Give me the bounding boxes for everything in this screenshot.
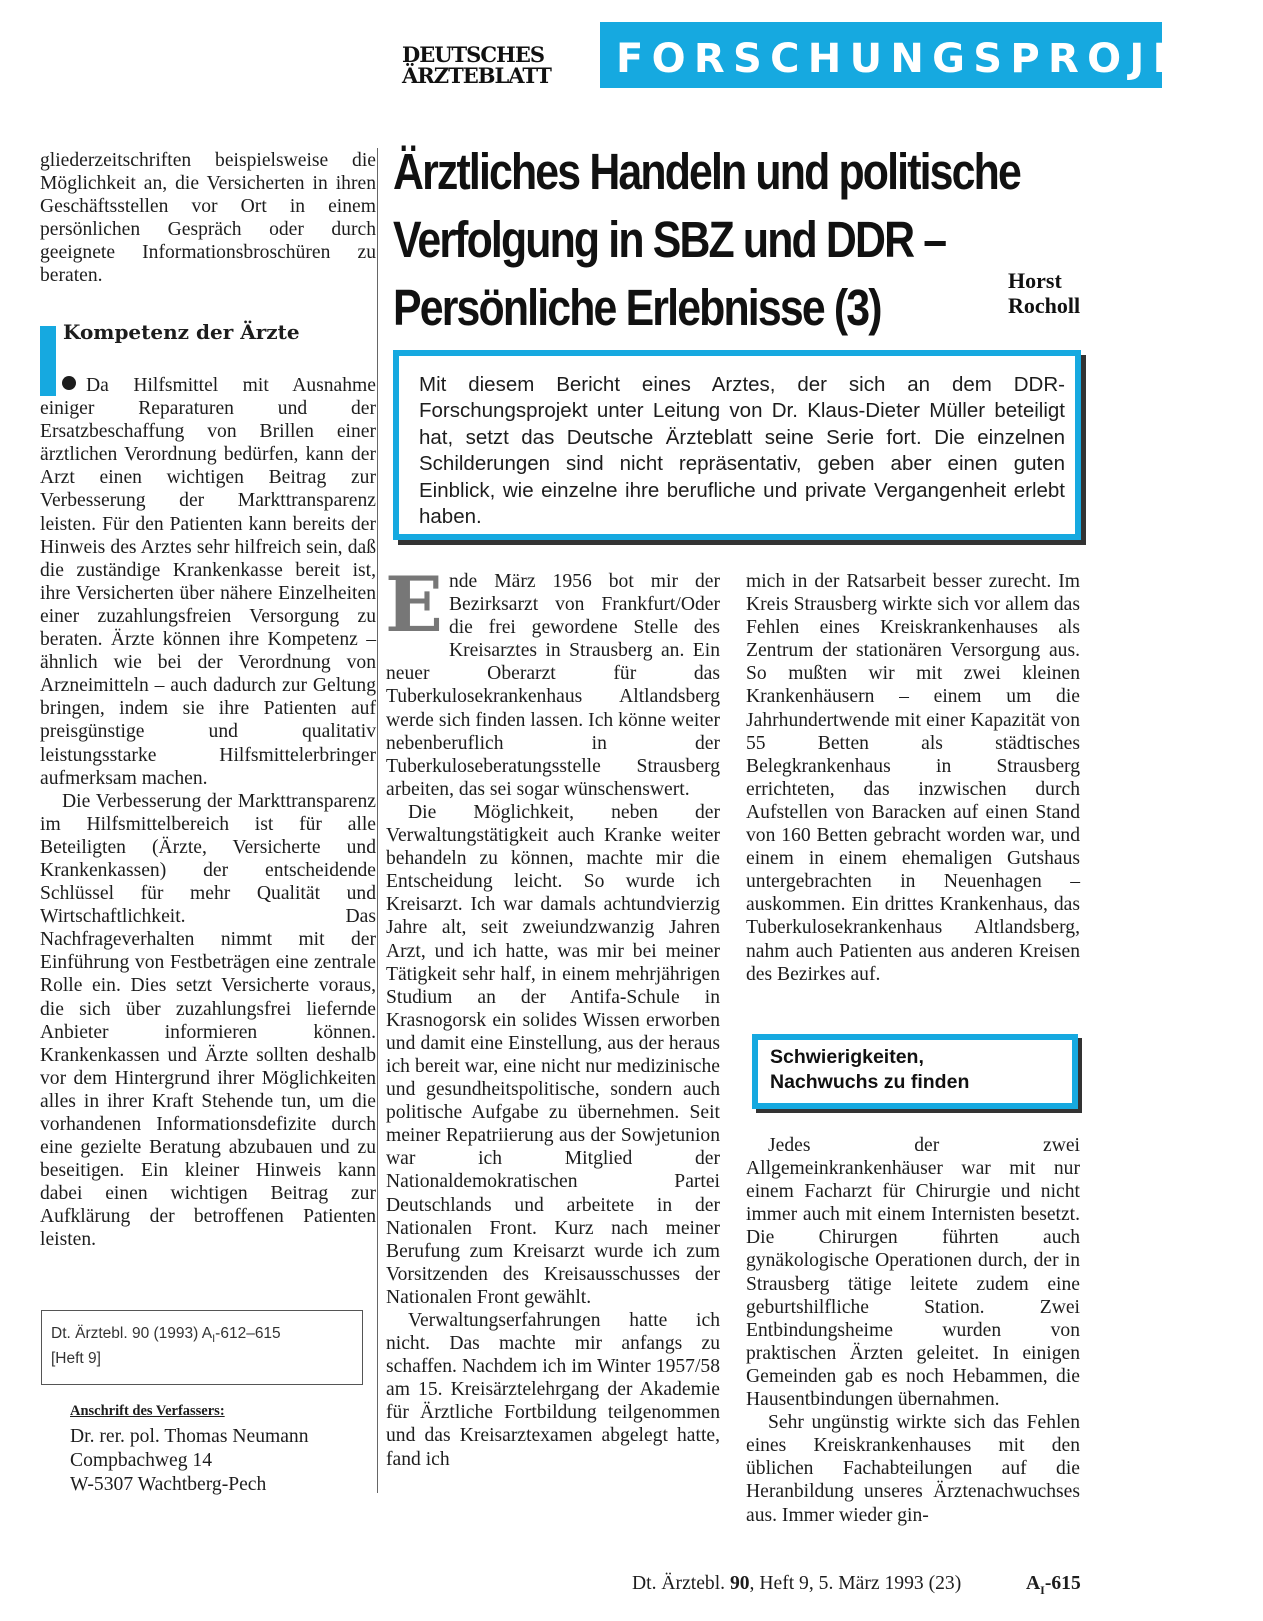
address-street: Compbachweg 14 [70, 1450, 213, 1471]
article-intro-box [393, 350, 1081, 540]
drop-cap: E [385, 560, 443, 649]
citation-suffix: -612–615 [215, 1325, 281, 1342]
left-paragraph-1 [40, 374, 376, 790]
masthead-line1: DEUTSCHES [402, 42, 545, 67]
article-paragraph-5: Jedes der zwei Allgemeinkrankenhäuser war mit nur einem Facharzt für Chirurgie und nicht immer auch mit einem Internisten besetzt. Die Chirurgen führten auch gynäkologische Operationen durch, der in Strausberg tätige leitete zudem eine geburtshilfliche Station. Zwei Entbindungsheime wurden von praktischen Ärzten geleitet. In einigen Gemeinden gab es noch Hebammen, die Hausentbindungen übernahmen. [746, 1135, 1080, 1411]
article-column-right-lower [746, 1134, 1080, 1527]
left-section-heading: Kompetenz der Ärzte [63, 320, 300, 344]
left-column-body [40, 374, 376, 1252]
title-line-2: Verfolgung in SBZ und DDR – [393, 211, 946, 268]
article-paragraph-2: Die Möglichkeit, neben der Verwaltungstätigkeit auch Kranke weiter behandeln zu können, machte mir die Entscheidung leicht. So wurde ich Kreisarzt. Ich war damals achtundvierzig Jahre alt, seit zweiundzwanzig Jahren Arzt, und ich hatte, was mir bei meiner Tätigkeit sehr half, in einem mehrjährigen Studium an der Antifa-Schule in Krasnogorsk ein solides Wissen erworben und damit eine Einstellung, aus der heraus ich bereit war, eine nicht nur medizinische und gesundheitspolitische, sondern auch politische Aufgabe zu übernehmen. Seit meiner Repatriierung aus der Sowjetunion war ich Mitglied der Nationaldemokratischen Partei Deutschlands und arbeitete in der Nationalen Front. Kurz nach meiner Berufung zum Kreisarzt wurde ich zum Vorsitzenden des Kreisausschusses der Nationalen Front gewählt. [386, 801, 720, 1308]
subheading-line-1: Schwierigkeiten, [770, 1046, 924, 1068]
masthead-line2: ÄRZTEBLATT [402, 63, 551, 88]
left-column-intro [40, 149, 376, 288]
citation-line-1 [51, 1324, 353, 1349]
title-line-3: Persönliche Erlebnisse (3) [393, 279, 881, 336]
bullet-icon [62, 376, 76, 390]
article-column-middle [385, 560, 720, 1471]
article-author [1008, 268, 1080, 318]
masthead-logo [402, 44, 592, 86]
footer-issue: , Heft 9, 5. März 1993 (23) [749, 1573, 962, 1594]
citation-box [41, 1310, 363, 1385]
citation-line-2: [Heft 9] [51, 1350, 101, 1368]
left-intro-text: gliederzeitschriften beispielsweise die Möglichkeit an, die Versicherten in ihren Geschäftsstellen vor Ort in einem persönlichen Gespräch oder durch geeignete Informationsbroschüren zu beraten. [40, 150, 376, 287]
title-line-1: Ärztliches Handeln und politische [393, 143, 1020, 200]
citation-prefix: Dt. Ärztebl. 90 (1993) A [51, 1325, 213, 1342]
citation-sub: I [212, 1333, 216, 1346]
page-number-sub: I [1040, 1582, 1045, 1597]
section-banner-text: FORSCHUNGSPROJEKT [616, 36, 1263, 82]
article-paragraph-6: Sehr ungünstig wirkte sich das Fehlen eines Kreiskrankenhauses mit den üblichen Fachabteilungen auf die Heranbildung unseres Ärztenachwuchses aus. Immer wieder gin- [746, 1412, 1080, 1526]
article-intro-text: Mit diesem Bericht eines Arztes, der sich an dem DDR-Forschungsprojekt unter Leitung von Dr. Klaus-Dieter Müller beteiligt hat, setzt das Deutsche Ärzteblatt seine Serie fort. Die einzelnen Schilderungen sind nicht repräsentativ, geben aber einen guten Einblick, wie einzelne ihre berufliche und private Vergangenheit erlebt haben. [419, 373, 1065, 529]
footer-volume: 90 [729, 1573, 750, 1594]
left-paragraph-2: Die Verbesserung der Markttransparenz im Hilfsmittelbereich ist für alle Beteiligten (Ärzte, Versicherte und Krankenkassen) der entscheidende Schlüssel für mehr Qualität und Wirtschaftlichkeit. Das Nachfrageverhalten nimmt mit der Einführung von Festbeträgen eine zentrale Rolle ein. Dies setzt Versicherte voraus, die sich über zuzahlungsfrei liefernde Anbieter informieren können. Krankenkassen und Ärzte sollten deshalb vor dem Hintergrund ihrer Möglichkeiten alles in ihrer Kraft Stehende tun, um die vorhandenen Informationsdefizite durch eine gezielte Beratung abzubauen und zu beseitigen. Ein kleiner Hinweis kann dabei einen wichtigen Beitrag zur Aufklärung der betroffenen Patienten leisten. [40, 790, 376, 1251]
address-city: W-5307 Wachtberg-Pech [70, 1474, 267, 1495]
subheading-box [752, 1034, 1078, 1109]
subheading-text [770, 1045, 969, 1095]
author-address [70, 1425, 309, 1497]
footer-journal: Dt. Ärztebl. [632, 1573, 730, 1594]
left-paragraph-1-text: Da Hilfsmittel mit Ausnahme einiger Reparaturen und der Ersatzbeschaffung von Brillen einer ärztlichen Verordnung bedürfen, kann der Arzt einen wichtigen Beitrag zur Verbesserung der Markttransparenz leisten. Für den Patienten kann bereits der Hinweis des Arztes sehr hilfreich sein, daß die zuständige Krankenkasse bereit ist, ihre Versicherten über nähere Einzelheiten einer zuzahlungsfreien Versorgung zu beraten. Ärzte können ihre Kompetenz – ähnlich wie bei der Verordnung von Arzneimitteln – auch dadurch zur Geltung bringen, indem sie ihre Patienten auf preisgünstige und qualitativ leistungsstarke Hilfsmittelerbringer aufmerksam machen. [40, 375, 376, 789]
section-banner [600, 22, 1263, 88]
subheading-line-2: Nachwuchs zu finden [770, 1071, 970, 1093]
article-paragraph-1 [385, 560, 720, 801]
column-divider [377, 148, 378, 1493]
article-paragraph-1-text: nde März 1956 bot mir der Bezirksarzt von Frankfurt/Oder die frei gewordene Stelle des Kreisarztes in Strausberg an. Ein neuer Oberarzt für das Tuberkulosekrankenhaus Altlandsberg werde sich finden lassen. Ich könne weiter nebenberuflich in der Tuberkuloseberatungsstelle Strausberg arbeiten, das sei sogar wünschenswert. [386, 571, 720, 800]
article-paragraph-4: mich in der Ratsarbeit besser zurecht. Im Kreis Strausberg wirkte sich vor allem das Fehlen eines Kreiskrankenhauses als Zentrum der stationären Versorgung aus. So mußten wir mit zwei kleinen Krankenhäusern – einem um die Jahrhundertwende mit einer Kapazität von 55 Betten als städtisches Belegkrankenhaus in Strausberg errichteten, das inzwischen durch Aufstellen von Baracken auf einen Stand von 160 Betten gebracht worden war, und einem in einem ehemaligen Gutshaus untergebrachten in Neuenhagen – auskommen. Ein drittes Krankenhaus, das Tuberkulosekrankenhaus Altlandsberg, nahm auch Patienten aus anderen Kreisen des Bezirkes auf. [746, 571, 1080, 985]
address-name: Dr. rer. pol. Thomas Neumann [70, 1426, 309, 1447]
article-paragraph-3: Verwaltungserfahrungen hatte ich nicht. Das machte mir anfangs zu schaffen. Nachdem ich im Winter 1957/58 am 15. Kreisärztelehrgang der Akademie für Ärztliche Fortbildung teilgenommen und das Kreisarztexamen abgelegt hatte, fand ich [386, 1310, 720, 1470]
address-label: Anschrift des Verfassers: [70, 1403, 225, 1419]
article-title [393, 138, 1020, 342]
page-number [1026, 1573, 1081, 1598]
page-footer [632, 1573, 961, 1595]
page-number-prefix: A [1026, 1573, 1041, 1594]
article-column-right [746, 570, 1080, 986]
author-first-name: Horst [1008, 268, 1062, 293]
page-number-suffix: -615 [1044, 1573, 1081, 1594]
author-last-name: Rocholl [1008, 293, 1081, 318]
